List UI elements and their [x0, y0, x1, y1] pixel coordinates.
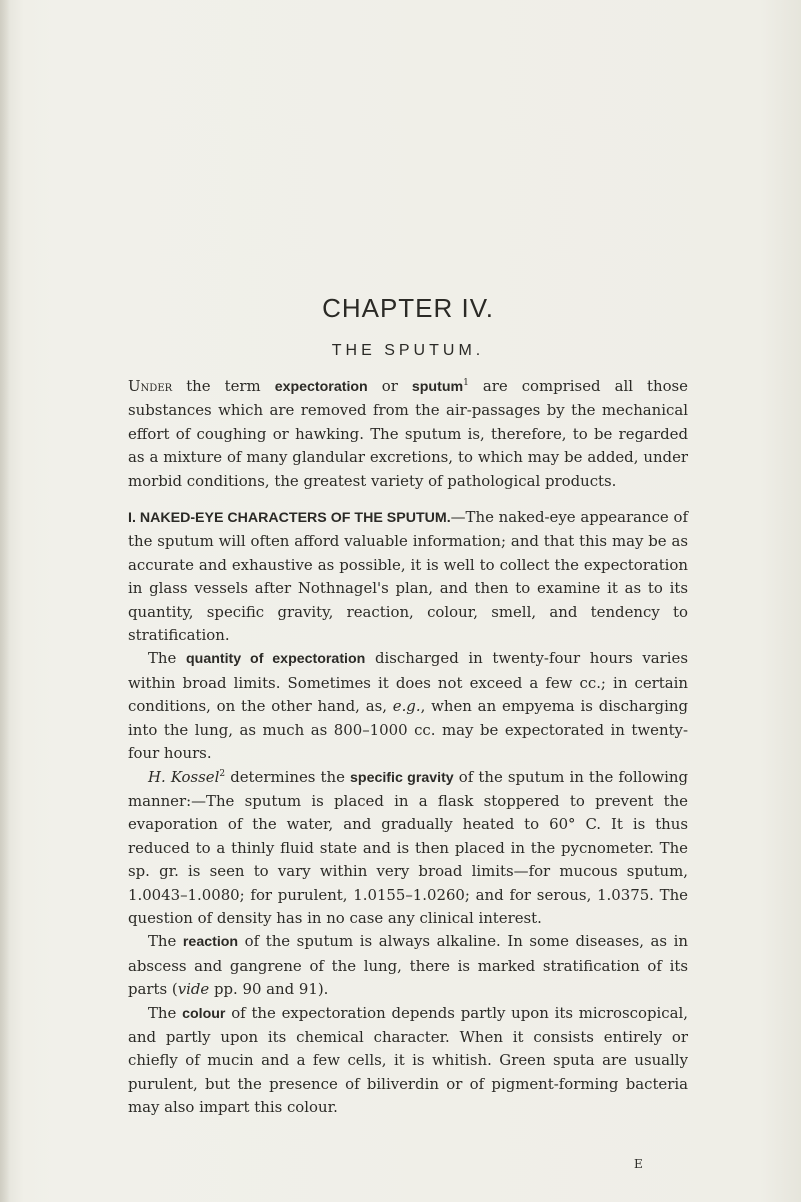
text-run: the term	[172, 377, 275, 395]
text-run: , when an empyema is discharging into the lung, as much as 800–1000 cc. may be expectorated in twenty-four hours.	[128, 697, 688, 763]
text-run: are comprised all those substances which are removed from the air-passages by the mechanical effort of coughing or hawking. The sputum is, therefore, to be regarded as a mixture of many glandular excretions, to which may be added, under morbid conditions, the greatest variety of pathological products.	[128, 377, 688, 490]
paragraph-6	[128, 1002, 688, 1120]
section-title: THE SPUTUM.	[331, 342, 485, 359]
section-heading-naked-eye: I. NAKED-EYE CHARACTERS OF THE SPUTUM.	[128, 510, 451, 527]
term-colour: colour	[182, 1005, 226, 1022]
paragraph-gap	[128, 493, 688, 506]
text-run: —The naked-eye appearance of the sputum will often afford valuable information; and that this may be as accurate and exhaustive as possible, it is well to collect the expectoration in glass vessels after Nothnagel's plan, and then to examine it as to its quantity, specific gravity, reaction, colour, smell, and tendency to stratification.	[128, 508, 688, 645]
lead-word: Under	[128, 377, 173, 395]
term-expectoration: expectoration	[274, 379, 368, 395]
paragraph-4	[128, 766, 688, 931]
term-specific-gravity: specific gravity	[350, 769, 454, 786]
footnote-marker: 1	[463, 378, 469, 389]
italic-vide: vide	[177, 980, 210, 999]
text-run: The	[148, 932, 183, 951]
paragraph-5	[128, 930, 688, 1001]
term-reaction: reaction	[182, 934, 239, 951]
signature-mark: E	[634, 1157, 644, 1171]
text-run: The	[148, 1003, 183, 1022]
binding-shadow	[0, 0, 10, 1202]
text-run: pp. 90 and 91).	[209, 980, 329, 999]
author-name: H. Kossel	[148, 767, 220, 786]
italic-eg: e.g.	[392, 697, 421, 716]
text-run: or	[367, 377, 412, 395]
text-run: determines the	[225, 767, 351, 786]
text-run: of the sputum is always alkaline. In some diseases, as in abscess and gangrene of the lung, there is marked stratification of its parts (	[128, 932, 688, 999]
text-run: discharged in twenty-four hours varies within broad limits. Sometimes it does not exceed a few cc.; in certain conditions, on the other hand, as,	[128, 649, 688, 716]
text-run: of the expectoration depends partly upon its microscopical, and partly upon its chemical character. When it consists entirely or chiefly of mucin and a few cells, it is whitish. Green sputa are usually purulent, but the presence of biliverdin or of pigment-forming bacteria may also impart this colour.	[128, 1003, 688, 1117]
term-quantity: quantity of expectoration	[186, 651, 366, 668]
paragraph-3	[128, 647, 688, 765]
chapter-heading: CHAPTER IV.	[322, 293, 494, 323]
body-text	[128, 375, 688, 1120]
footnote-marker: 2	[219, 768, 226, 779]
text-run: of the sputum in the following manner:—The sputum is placed in a flask stoppered to prevent the evaporation of the water, and gradually heated to 60° C. It is thus reduced to a thinly fluid state and is then placed in the pycnometer. The sp. gr. is seen to vary within very broad limits—for mucous sputum, 1.0043–1.0080; for purulent, 1.0155–1.0260; and for serous, 1.0375. The question of density has in no case any clinical interest.	[128, 767, 689, 927]
paragraph-2	[128, 506, 688, 647]
term-sputum: sputum	[411, 379, 464, 395]
text-run: The	[148, 649, 186, 668]
paragraph-1	[128, 375, 688, 493]
